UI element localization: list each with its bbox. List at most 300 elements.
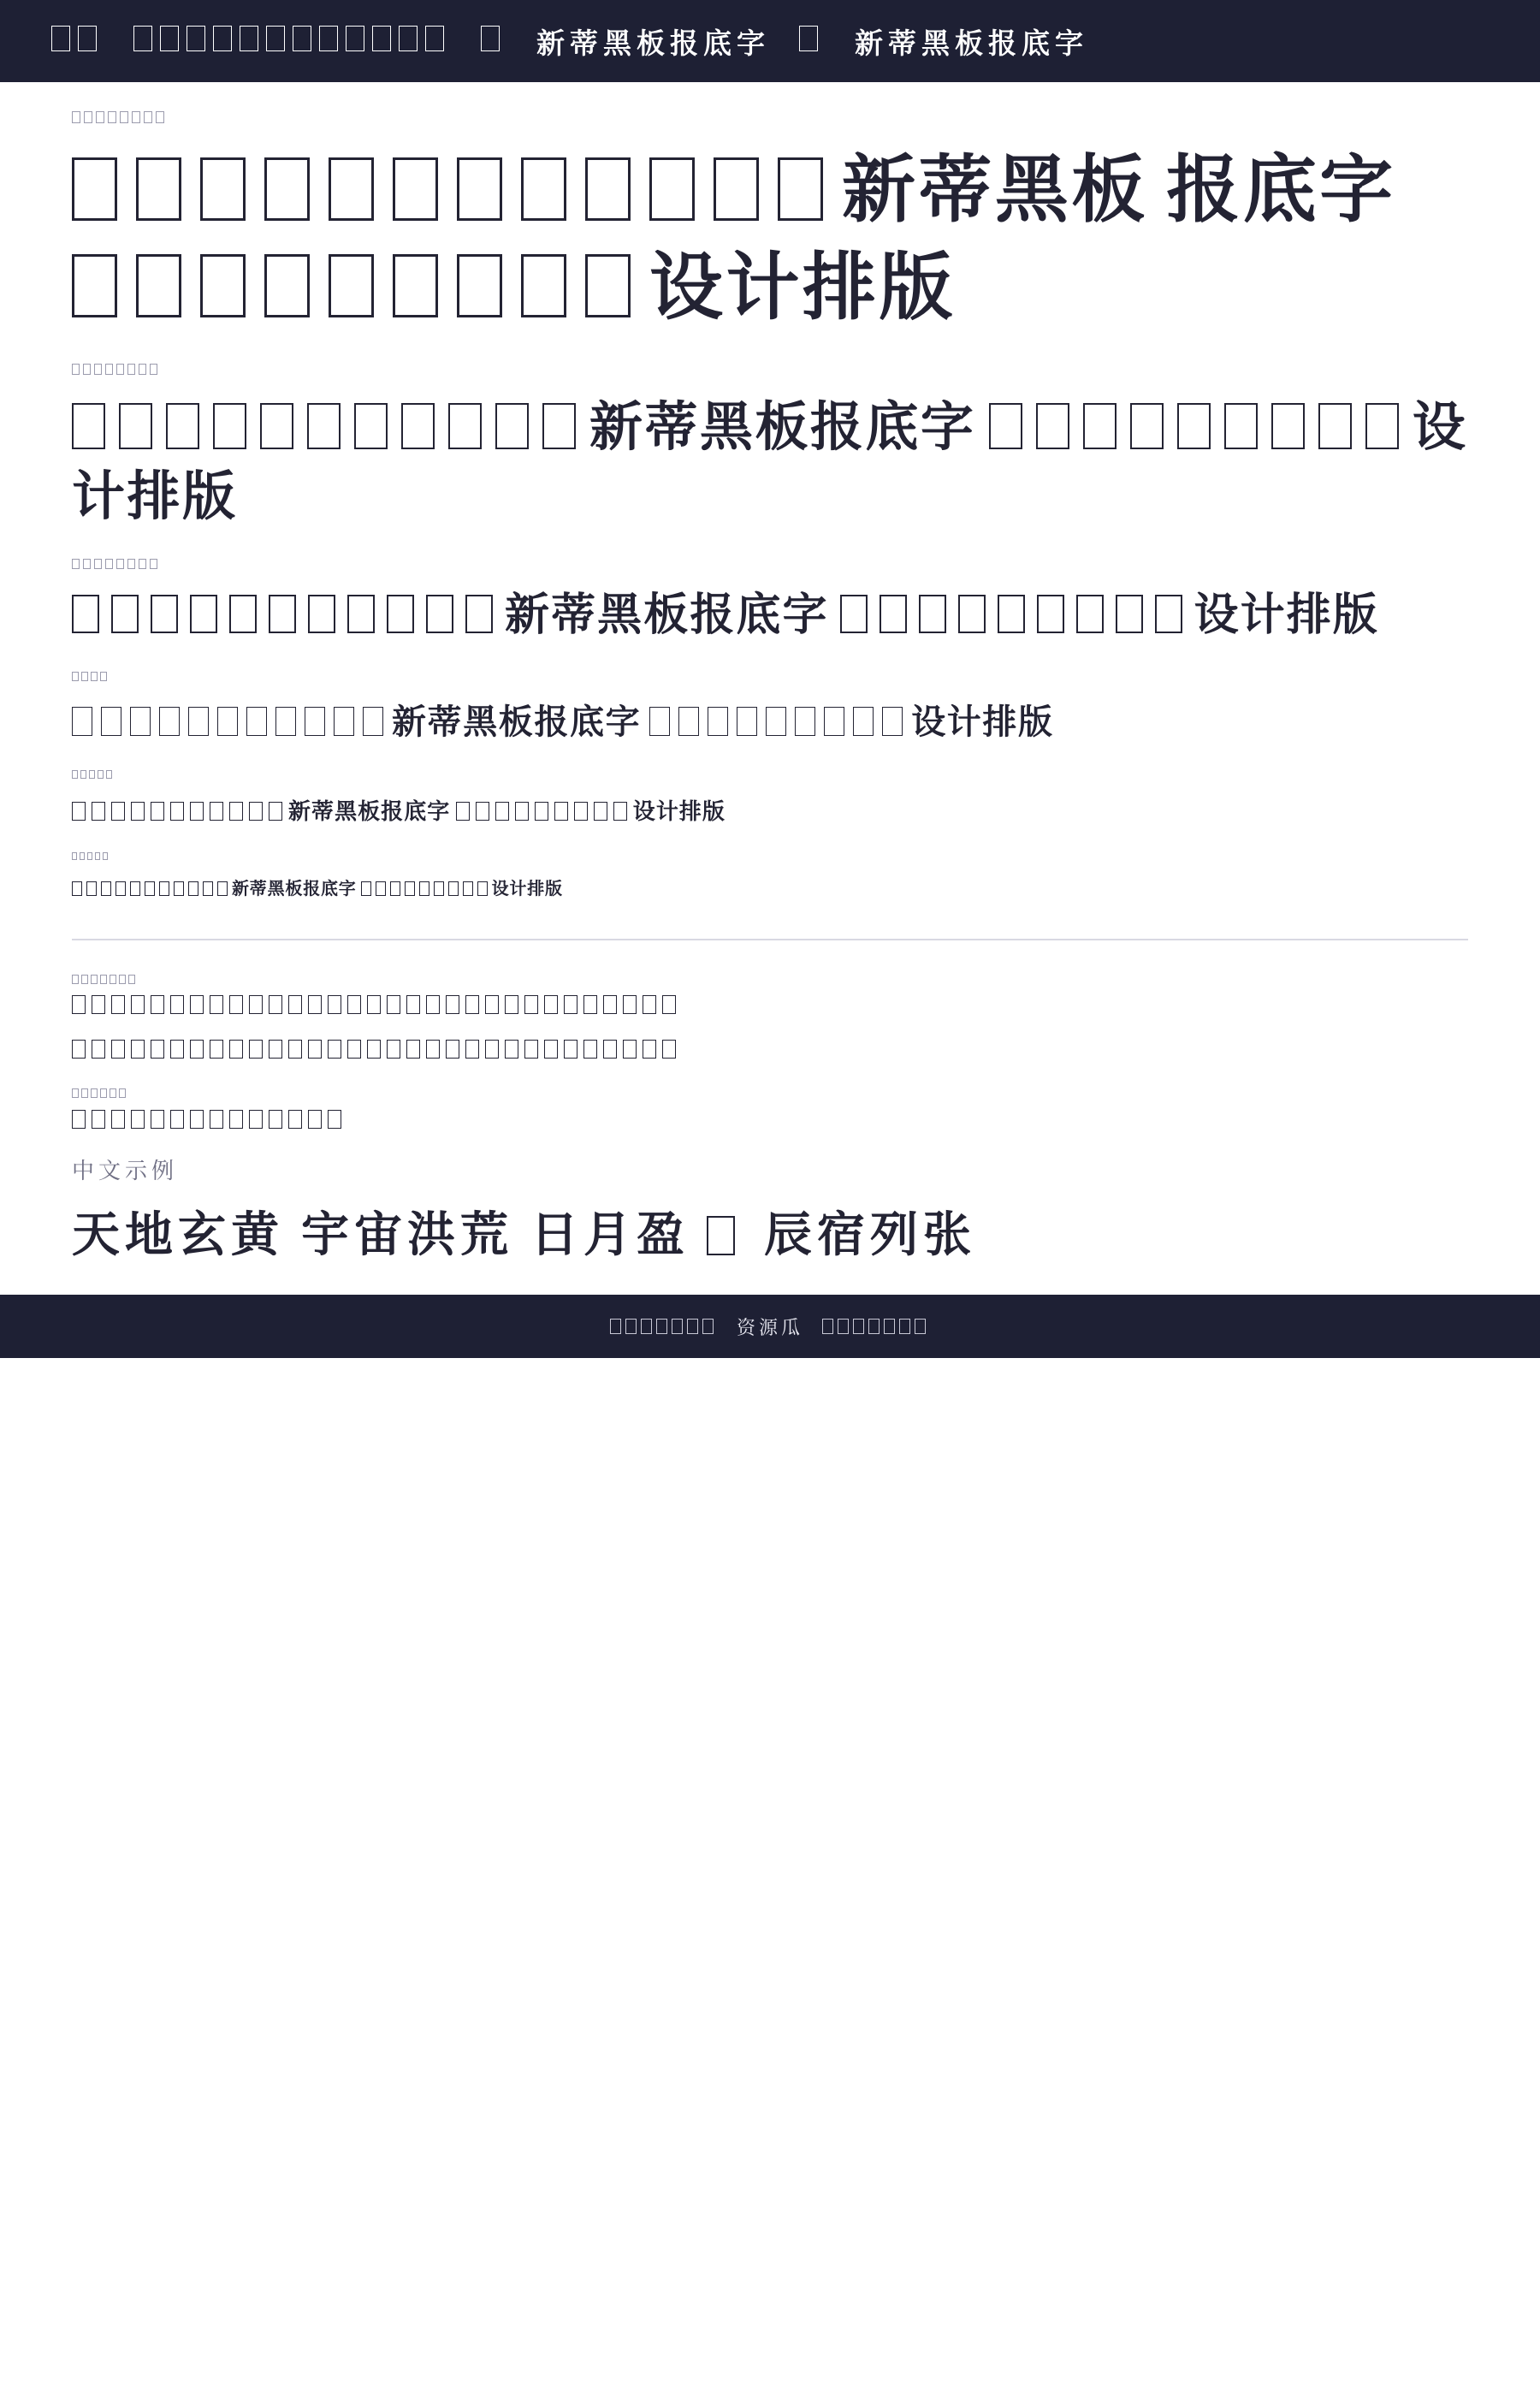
missing-glyph-box bbox=[456, 802, 470, 821]
chinese-example-tofu bbox=[707, 1208, 747, 1263]
missing-glyph-box bbox=[229, 995, 243, 1014]
missing-glyph-box bbox=[229, 1040, 243, 1059]
missing-glyph-box bbox=[288, 995, 302, 1014]
specimen-text: 设计排版 bbox=[632, 798, 726, 824]
glyph-grid-row bbox=[72, 995, 1468, 1017]
missing-glyph-box bbox=[111, 995, 125, 1014]
missing-glyph-box bbox=[269, 1110, 282, 1129]
missing-glyph-box bbox=[269, 802, 282, 821]
specimen-block bbox=[72, 104, 1468, 336]
missing-glyph-box bbox=[166, 403, 199, 449]
specimen-text: 新蒂黑板 bbox=[842, 149, 1148, 231]
missing-glyph-box bbox=[919, 595, 946, 633]
missing-glyph-box bbox=[1177, 403, 1211, 449]
missing-glyph-box bbox=[105, 559, 113, 569]
missing-glyph-box bbox=[288, 1040, 302, 1059]
specimen-text: 设计排版 bbox=[72, 399, 1468, 526]
missing-glyph-box bbox=[72, 975, 79, 984]
missing-glyph-box bbox=[269, 595, 296, 633]
missing-glyph-box bbox=[116, 881, 126, 896]
missing-glyph-box bbox=[190, 995, 204, 1014]
missing-glyph-box bbox=[249, 802, 263, 821]
header-font-name-secondary: 新蒂黑板报底字 bbox=[855, 28, 1088, 60]
missing-glyph-box bbox=[623, 995, 637, 1014]
missing-glyph-box bbox=[111, 802, 125, 821]
header-tofu-middle bbox=[133, 26, 452, 57]
missing-glyph-box bbox=[110, 975, 116, 984]
glyph-grid-row bbox=[72, 1040, 1468, 1062]
missing-glyph-run bbox=[72, 591, 505, 640]
missing-glyph-box bbox=[307, 403, 341, 449]
specimen-label bbox=[72, 554, 1468, 572]
missing-glyph-box bbox=[319, 26, 338, 51]
missing-glyph-box bbox=[799, 26, 818, 51]
missing-glyph-run bbox=[72, 399, 589, 457]
missing-glyph-box bbox=[853, 1319, 864, 1334]
missing-glyph-box bbox=[1116, 595, 1143, 633]
missing-glyph-box bbox=[521, 254, 566, 317]
missing-glyph-box bbox=[229, 595, 257, 633]
missing-glyph-box bbox=[91, 672, 98, 681]
specimen-sample bbox=[72, 798, 1468, 827]
missing-glyph-box bbox=[603, 995, 617, 1014]
missing-glyph-box bbox=[393, 157, 438, 221]
missing-glyph-box bbox=[308, 1040, 322, 1059]
missing-glyph-box bbox=[81, 975, 88, 984]
missing-glyph-box bbox=[989, 403, 1022, 449]
missing-glyph-box bbox=[363, 707, 383, 736]
missing-glyph-box bbox=[868, 1319, 880, 1334]
missing-glyph-box bbox=[329, 157, 374, 221]
header-tofu-separator bbox=[481, 26, 507, 57]
missing-glyph-box bbox=[275, 707, 296, 736]
missing-glyph-box bbox=[401, 403, 435, 449]
missing-glyph-box bbox=[159, 707, 180, 736]
missing-glyph-box bbox=[72, 111, 80, 123]
missing-glyph-box bbox=[87, 852, 92, 860]
missing-glyph-box bbox=[249, 1040, 263, 1059]
missing-glyph-box bbox=[150, 364, 157, 375]
missing-glyph-box bbox=[426, 595, 453, 633]
missing-glyph-box bbox=[1083, 403, 1116, 449]
missing-glyph-box bbox=[190, 595, 217, 633]
missing-glyph-box bbox=[544, 995, 558, 1014]
missing-glyph-box bbox=[131, 1040, 145, 1059]
specimen-text: 设计排版 bbox=[1194, 591, 1379, 641]
missing-glyph-box bbox=[100, 975, 107, 984]
missing-glyph-box bbox=[200, 254, 246, 317]
missing-glyph-box bbox=[702, 1319, 714, 1334]
missing-glyph-box bbox=[354, 403, 388, 449]
missing-glyph-box bbox=[399, 26, 418, 51]
missing-glyph-box bbox=[131, 1110, 145, 1129]
missing-glyph-box bbox=[524, 1040, 538, 1059]
missing-glyph-box bbox=[1365, 403, 1399, 449]
missing-glyph-box bbox=[625, 1319, 637, 1334]
missing-glyph-box bbox=[308, 1110, 322, 1129]
missing-glyph-box bbox=[213, 403, 246, 449]
missing-glyph-box bbox=[448, 881, 459, 896]
specimen-label bbox=[72, 849, 1468, 863]
missing-glyph-box bbox=[583, 1040, 597, 1059]
missing-glyph-box bbox=[105, 364, 113, 375]
missing-glyph-box bbox=[574, 802, 588, 821]
missing-glyph-box bbox=[96, 111, 104, 123]
missing-glyph-box bbox=[246, 707, 267, 736]
missing-glyph-box bbox=[89, 770, 95, 779]
missing-glyph-box bbox=[131, 802, 145, 821]
missing-glyph-box bbox=[678, 707, 699, 736]
missing-glyph-box bbox=[111, 1040, 125, 1059]
missing-glyph-box bbox=[72, 852, 77, 860]
missing-glyph-box bbox=[249, 995, 263, 1014]
specimen-sample bbox=[72, 587, 1468, 645]
chinese-example-block bbox=[0, 1154, 1540, 1266]
missing-glyph-box bbox=[714, 157, 759, 221]
missing-glyph-box bbox=[91, 1088, 98, 1098]
missing-glyph-box bbox=[958, 595, 986, 633]
missing-glyph-box bbox=[174, 881, 184, 896]
chinese-example-text-before: 天地玄黄 宇宙洪荒 日月盈 bbox=[72, 1209, 690, 1263]
missing-glyph-box bbox=[156, 111, 164, 123]
missing-glyph-box bbox=[641, 1319, 652, 1334]
missing-glyph-box bbox=[83, 559, 91, 569]
missing-glyph-box bbox=[308, 595, 335, 633]
missing-glyph-box bbox=[305, 707, 325, 736]
missing-glyph-run bbox=[1271, 399, 1413, 457]
missing-glyph-box bbox=[95, 852, 100, 860]
missing-glyph-box bbox=[328, 1110, 341, 1129]
missing-glyph-box bbox=[840, 595, 868, 633]
missing-glyph-box bbox=[229, 802, 243, 821]
specimen-text: 设计排版 bbox=[649, 246, 956, 329]
missing-glyph-box bbox=[687, 1319, 698, 1334]
missing-glyph-box bbox=[448, 403, 482, 449]
missing-glyph-box bbox=[463, 881, 473, 896]
missing-glyph-box bbox=[505, 995, 518, 1014]
missing-glyph-box bbox=[72, 672, 79, 681]
missing-glyph-box bbox=[524, 995, 538, 1014]
missing-glyph-box bbox=[884, 1319, 895, 1334]
missing-glyph-box bbox=[1036, 403, 1069, 449]
missing-glyph-box bbox=[594, 802, 607, 821]
specimen-block bbox=[72, 359, 1468, 531]
missing-glyph-box bbox=[190, 802, 204, 821]
missing-glyph-box bbox=[361, 881, 371, 896]
missing-glyph-box bbox=[707, 1216, 735, 1255]
missing-glyph-run bbox=[72, 246, 393, 329]
missing-glyph-box bbox=[766, 707, 786, 736]
missing-glyph-box bbox=[405, 881, 415, 896]
missing-glyph-box bbox=[643, 1040, 656, 1059]
missing-glyph-box bbox=[387, 595, 414, 633]
missing-glyph-box bbox=[170, 1110, 184, 1129]
missing-glyph-box bbox=[613, 802, 627, 821]
missing-glyph-box bbox=[240, 26, 258, 51]
specimen-text: 设计排版 bbox=[911, 702, 1054, 741]
section-divider bbox=[72, 939, 1468, 940]
missing-glyph-box bbox=[100, 1088, 107, 1098]
missing-glyph-box bbox=[111, 595, 139, 633]
missing-glyph-box bbox=[406, 995, 420, 1014]
missing-glyph-box bbox=[145, 881, 155, 896]
missing-glyph-box bbox=[151, 802, 164, 821]
missing-glyph-box bbox=[119, 975, 126, 984]
missing-glyph-box bbox=[585, 157, 631, 221]
missing-glyph-box bbox=[80, 770, 86, 779]
missing-glyph-box bbox=[1271, 403, 1305, 449]
missing-glyph-run bbox=[448, 880, 492, 898]
missing-glyph-box bbox=[116, 559, 124, 569]
missing-glyph-box bbox=[170, 995, 184, 1014]
missing-glyph-box bbox=[139, 364, 146, 375]
specimen-sample bbox=[72, 394, 1468, 531]
missing-glyph-box bbox=[72, 1088, 79, 1098]
missing-glyph-box bbox=[131, 995, 145, 1014]
missing-glyph-box bbox=[136, 157, 181, 221]
missing-glyph-box bbox=[106, 770, 112, 779]
specimen-block bbox=[72, 849, 1468, 901]
missing-glyph-box bbox=[72, 403, 105, 449]
missing-glyph-box bbox=[623, 1040, 637, 1059]
specimen-label bbox=[72, 359, 1468, 378]
missing-glyph-box bbox=[72, 770, 78, 779]
missing-glyph-box bbox=[822, 1319, 833, 1334]
missing-glyph-box bbox=[367, 1040, 381, 1059]
missing-glyph-box bbox=[151, 995, 164, 1014]
missing-glyph-box bbox=[485, 995, 499, 1014]
missing-glyph-box bbox=[210, 1040, 223, 1059]
missing-glyph-box bbox=[94, 364, 102, 375]
page-footer bbox=[0, 1295, 1540, 1358]
missing-glyph-box bbox=[853, 707, 874, 736]
missing-glyph-box bbox=[795, 707, 815, 736]
missing-glyph-box bbox=[119, 1088, 126, 1098]
missing-glyph-box bbox=[217, 881, 228, 896]
missing-glyph-run bbox=[393, 246, 649, 329]
missing-glyph-run bbox=[1076, 591, 1194, 640]
missing-glyph-box bbox=[610, 1319, 621, 1334]
missing-glyph-box bbox=[72, 559, 80, 569]
missing-glyph-box bbox=[84, 111, 92, 123]
missing-glyph-box bbox=[1318, 403, 1352, 449]
missing-glyph-box bbox=[92, 995, 105, 1014]
specimen-text: 报底字 bbox=[1166, 149, 1396, 231]
missing-glyph-box bbox=[72, 802, 86, 821]
missing-glyph-box bbox=[293, 26, 311, 51]
missing-glyph-box bbox=[737, 707, 757, 736]
missing-glyph-box bbox=[72, 595, 99, 633]
missing-glyph-box bbox=[465, 1040, 479, 1059]
missing-glyph-box bbox=[564, 1040, 578, 1059]
glyph-grid-block bbox=[0, 970, 1540, 1131]
missing-glyph-box bbox=[127, 364, 135, 375]
missing-glyph-box bbox=[269, 995, 282, 1014]
missing-glyph-box bbox=[72, 995, 86, 1014]
missing-glyph-box bbox=[72, 881, 82, 896]
missing-glyph-box bbox=[51, 26, 70, 51]
missing-glyph-box bbox=[94, 559, 102, 569]
missing-glyph-box bbox=[672, 1319, 683, 1334]
missing-glyph-box bbox=[150, 559, 157, 569]
specimen-text: 新蒂黑板报底字 bbox=[505, 591, 829, 641]
missing-glyph-box bbox=[72, 157, 117, 221]
missing-glyph-box bbox=[111, 1110, 125, 1129]
missing-glyph-box bbox=[649, 157, 695, 221]
missing-glyph-box bbox=[86, 881, 97, 896]
missing-glyph-box bbox=[139, 559, 146, 569]
missing-glyph-box bbox=[72, 1040, 86, 1059]
missing-glyph-box bbox=[915, 1319, 926, 1334]
missing-glyph-box bbox=[308, 995, 322, 1014]
missing-glyph-box bbox=[643, 995, 656, 1014]
missing-glyph-box bbox=[92, 1040, 105, 1059]
missing-glyph-box bbox=[269, 1040, 282, 1059]
missing-glyph-run bbox=[989, 399, 1271, 457]
missing-glyph-box bbox=[899, 1319, 910, 1334]
missing-glyph-box bbox=[347, 1040, 361, 1059]
missing-glyph-box bbox=[554, 802, 568, 821]
missing-glyph-box bbox=[1037, 595, 1064, 633]
missing-glyph-box bbox=[542, 403, 576, 449]
missing-glyph-box bbox=[260, 403, 293, 449]
missing-glyph-box bbox=[151, 1040, 164, 1059]
missing-glyph-box bbox=[151, 595, 178, 633]
missing-glyph-box bbox=[200, 157, 246, 221]
missing-glyph-box bbox=[387, 1040, 400, 1059]
missing-glyph-box bbox=[92, 1110, 105, 1129]
specimen-text: 新蒂黑板报底字 bbox=[392, 702, 642, 741]
missing-glyph-box bbox=[266, 26, 285, 51]
missing-glyph-box bbox=[882, 707, 903, 736]
missing-glyph-box bbox=[213, 26, 232, 51]
missing-glyph-box bbox=[101, 881, 111, 896]
missing-glyph-box bbox=[426, 1040, 440, 1059]
missing-glyph-box bbox=[160, 26, 179, 51]
specimen-block bbox=[72, 554, 1468, 645]
missing-glyph-box bbox=[457, 157, 502, 221]
missing-glyph-run bbox=[456, 799, 574, 824]
specimen-label bbox=[72, 104, 1468, 127]
missing-glyph-box bbox=[210, 802, 223, 821]
missing-glyph-box bbox=[120, 111, 128, 123]
missing-glyph-box bbox=[264, 157, 310, 221]
missing-glyph-box bbox=[521, 157, 566, 221]
footer-tofu-right bbox=[822, 1315, 930, 1337]
missing-glyph-box bbox=[119, 403, 152, 449]
missing-glyph-box bbox=[515, 802, 529, 821]
missing-glyph-run bbox=[840, 591, 1076, 640]
footer-brand: 资源瓜 bbox=[736, 1316, 803, 1338]
missing-glyph-box bbox=[144, 111, 152, 123]
missing-glyph-box bbox=[495, 403, 529, 449]
missing-glyph-box bbox=[649, 707, 670, 736]
chinese-example-label: 中文示例 bbox=[72, 1159, 179, 1184]
missing-glyph-box bbox=[367, 995, 381, 1014]
missing-glyph-box bbox=[72, 364, 80, 375]
missing-glyph-box bbox=[80, 852, 85, 860]
missing-glyph-box bbox=[346, 26, 364, 51]
specimen-text: 新蒂黑板报底字 bbox=[589, 399, 976, 458]
missing-glyph-box bbox=[544, 1040, 558, 1059]
missing-glyph-box bbox=[264, 254, 310, 317]
missing-glyph-box bbox=[998, 595, 1025, 633]
missing-glyph-box bbox=[485, 1040, 499, 1059]
missing-glyph-box bbox=[72, 254, 117, 317]
missing-glyph-box bbox=[481, 26, 500, 51]
missing-glyph-box bbox=[1076, 595, 1104, 633]
missing-glyph-box bbox=[465, 595, 493, 633]
missing-glyph-box bbox=[210, 995, 223, 1014]
missing-glyph-box bbox=[98, 770, 104, 779]
missing-glyph-box bbox=[100, 672, 107, 681]
chinese-example-sample bbox=[0, 1197, 1540, 1266]
missing-glyph-box bbox=[1130, 403, 1164, 449]
missing-glyph-box bbox=[372, 26, 391, 51]
missing-glyph-box bbox=[328, 995, 341, 1014]
specimen-sample bbox=[72, 878, 1468, 901]
missing-glyph-box bbox=[203, 881, 213, 896]
specimen-sample bbox=[72, 142, 1468, 336]
missing-glyph-box bbox=[110, 1088, 116, 1098]
missing-glyph-box bbox=[91, 975, 98, 984]
missing-glyph-box bbox=[465, 995, 479, 1014]
missing-glyph-box bbox=[188, 707, 209, 736]
specimen-label bbox=[72, 768, 1468, 782]
glyph-grid-row-short bbox=[72, 1110, 1468, 1132]
missing-glyph-run bbox=[72, 880, 232, 898]
specimen-text: 设计排版 bbox=[491, 880, 563, 899]
missing-glyph-box bbox=[136, 254, 181, 317]
missing-glyph-box bbox=[190, 1040, 204, 1059]
missing-glyph-box bbox=[170, 802, 184, 821]
missing-glyph-box bbox=[476, 802, 489, 821]
header-font-name-primary: 新蒂黑板报底字 bbox=[536, 28, 770, 60]
missing-glyph-run bbox=[361, 880, 448, 898]
missing-glyph-box bbox=[116, 364, 124, 375]
missing-glyph-box bbox=[81, 1088, 88, 1098]
missing-glyph-box bbox=[1224, 403, 1258, 449]
missing-glyph-box bbox=[347, 995, 361, 1014]
missing-glyph-box bbox=[376, 881, 386, 896]
missing-glyph-box bbox=[188, 881, 198, 896]
missing-glyph-box bbox=[151, 1110, 164, 1129]
specimen-sample bbox=[72, 700, 1468, 745]
missing-glyph-box bbox=[159, 881, 169, 896]
missing-glyph-box bbox=[288, 1110, 302, 1129]
missing-glyph-run bbox=[585, 149, 842, 231]
missing-glyph-box bbox=[457, 254, 502, 317]
missing-glyph-box bbox=[406, 1040, 420, 1059]
missing-glyph-box bbox=[127, 559, 135, 569]
missing-glyph-box bbox=[210, 1110, 223, 1129]
missing-glyph-box bbox=[446, 995, 459, 1014]
specimen-text: 新蒂黑板报底字 bbox=[288, 798, 451, 824]
missing-glyph-box bbox=[505, 1040, 518, 1059]
missing-glyph-box bbox=[477, 881, 488, 896]
glyph-grid-label-b bbox=[72, 1084, 1468, 1101]
missing-glyph-box bbox=[72, 1110, 86, 1129]
chinese-example-text-after: 辰宿列张 bbox=[764, 1209, 976, 1263]
missing-glyph-box bbox=[838, 1319, 849, 1334]
missing-glyph-box bbox=[426, 995, 440, 1014]
missing-glyph-box bbox=[390, 881, 400, 896]
missing-glyph-box bbox=[130, 707, 151, 736]
missing-glyph-box bbox=[347, 595, 375, 633]
missing-glyph-box bbox=[217, 707, 238, 736]
missing-glyph-box bbox=[662, 1040, 676, 1059]
header-tofu-gap bbox=[799, 26, 826, 57]
